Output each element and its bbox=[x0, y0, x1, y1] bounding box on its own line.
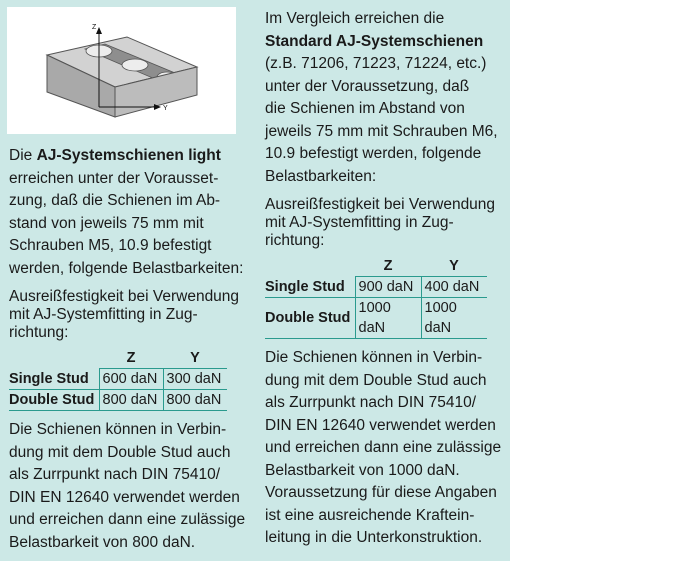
left-intro-line: Schrauben M5, 10.9 befestigt bbox=[9, 237, 212, 254]
col-y: Y bbox=[421, 256, 487, 277]
right-intro-line: die Schienen im Abstand von bbox=[265, 100, 465, 117]
left-load-table bbox=[9, 348, 227, 411]
right-intro-line: 10.9 befestigt werden, folgende bbox=[265, 145, 482, 162]
table-row: Double Stud 1000 daN 1000 daN bbox=[265, 298, 487, 339]
rail-figure bbox=[7, 7, 236, 134]
left-intro-line: stand von jeweils 75 mm mit bbox=[9, 214, 204, 232]
axis-z-label: Z bbox=[92, 24, 97, 31]
right-column bbox=[265, 8, 510, 550]
col-z: Z bbox=[99, 348, 163, 369]
right-after-text: Die Schienen können in Verbin- dung mit dem Double Stud auch als Zurrpunkt nach DIN 75410/ DIN EN 12640 verwendet werden und erreichen dann eine zulässige Belastbarkeit von 1000 daN. Voraussetzung für diese Angaben ist eine ausreichende Kraftein- leitung in die Unterkonstruktion. bbox=[265, 349, 502, 546]
table-header-row bbox=[265, 256, 487, 277]
left-intro-line: zung, daß die Schienen im Ab- bbox=[9, 192, 221, 209]
left-intro-line: werden, folgende Belastbarkeiten: bbox=[9, 259, 244, 277]
right-subheading: Ausreißfestigkeit bei Verwendung mit AJ-Systemfitting in Zug- richtung: bbox=[265, 196, 496, 249]
left-column bbox=[9, 145, 249, 554]
col-z: Z bbox=[355, 256, 421, 277]
right-intro-line: Belastbarkeiten: bbox=[265, 167, 377, 185]
right-load-table bbox=[265, 256, 487, 339]
table-row: Single Stud 900 daN 400 daN bbox=[265, 277, 487, 298]
table-row: Double Stud 800 daN 800 daN bbox=[9, 390, 227, 411]
table-row: Single Stud 600 daN 300 daN bbox=[9, 369, 227, 390]
right-intro-line: jeweils 75 mm mit Schrauben M6, bbox=[265, 122, 498, 140]
col-y: Y bbox=[163, 348, 227, 369]
right-intro-line: (z.B. 71206, 71223, 71224, etc.) bbox=[265, 55, 487, 72]
left-subheading: Ausreißfestigkeit bei Verwendung mit AJ-Systemfitting in Zug- richtung: bbox=[9, 288, 240, 341]
left-intro-line: erreichen unter der Vorausset- bbox=[9, 169, 219, 187]
left-intro: Die AJ-Systemschienen light bbox=[9, 147, 221, 164]
axis-y-label: Y bbox=[163, 105, 168, 112]
left-intro-bold: AJ-Systemschienen light bbox=[36, 147, 221, 164]
rail-3d-diagram-icon bbox=[7, 7, 236, 134]
left-after-text: Die Schienen können in Verbin- dung mit dem Double Stud auch als Zurrpunkt nach DIN 75410/ DIN EN 12640 verwendet werden und erreichen dann eine zulässige Belastbarkeit von 800 daN. bbox=[9, 421, 246, 551]
right-intro-line: unter der Voraussetzung, daß bbox=[265, 77, 470, 95]
right-intro-line: Im Vergleich erreichen die bbox=[265, 10, 445, 27]
right-intro-bold: Standard AJ-Systemschienen bbox=[265, 32, 484, 50]
table-header-row bbox=[9, 348, 227, 369]
